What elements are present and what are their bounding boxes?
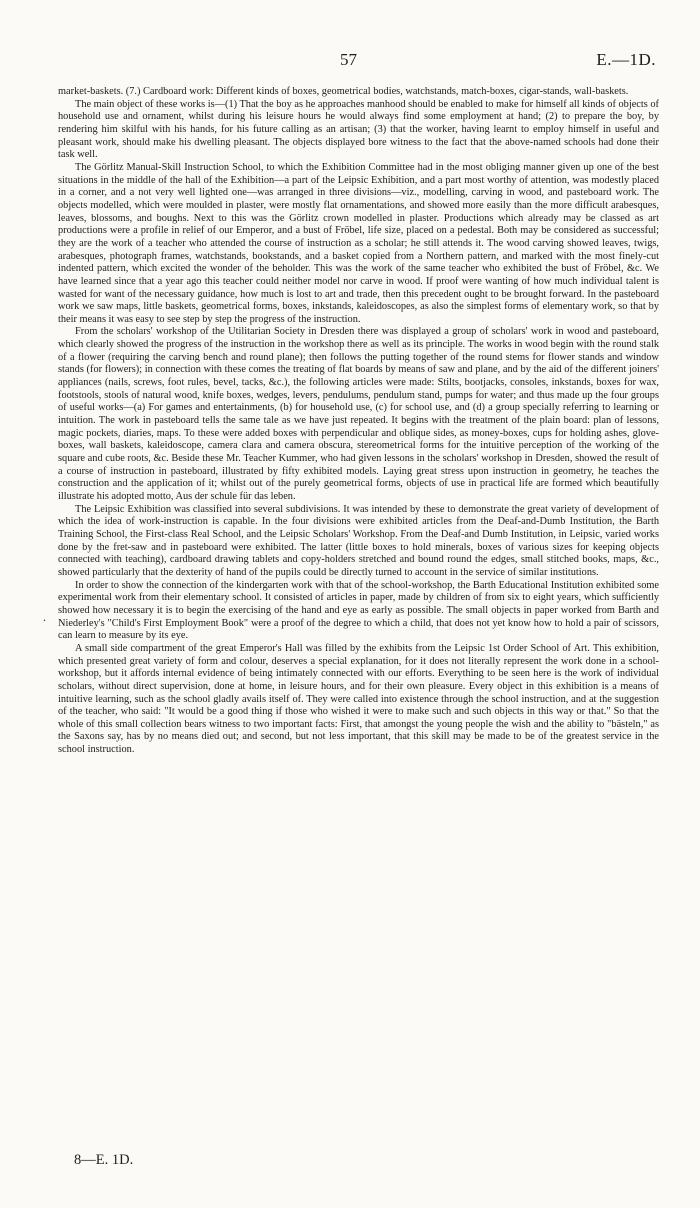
paragraph: In order to show the connection of the kindergarten work with that of the school-workshop, the Barth Educational Institution exhibited some experimental work from their elementary school. It consisted of articles in paper, made by children of from six to eight years, which sufficiently showed how necessary it is to begin the exercising of the hand and eye as early as possible. The small objects in paper worked from Barth and Niederley's "Child's First Employment Book" were a proof of the degree to which a child, that does not yet know how to hold a pair of scissors, can learn to measure by its eye. [58, 579, 659, 642]
paragraph: From the scholars' workshop of the Utilitarian Society in Dresden there was displayed a group of scholars' work in wood and pasteboard, which clearly showed the progress of the instruction in the workshop there as well as its principle. The works in wood begin with the round stalk of a flower (requiring the carving bench and round plane); then follows the putting together of the round stems for flower stands and window stands (for flowers); in connection with these comes the treating of flat boards by means of saw and plane, and by the aid of the different joiners' appliances (nails, screws, foot rules, bevel, tacks, &c.), the following articles were made: Stilts, bootjacks, consoles, inkstands, boxes for wax, footstools, stools of natural wood, knife boxes, wedges, levers, pendulums, pendulum stand, pumps for water; and thus made up the four groups of useful works—(a) For games and entertainments, (b) for household use, (c) for school use, and (d) a group specially referring to learning or intuition. The work in pasteboard tells the same tale as we have just repeated. It begins with the treatment of the plain board: plan of lessons, magic pockets, diaries, maps. To these were added boxes with perpendicular and oblique sides, as money-boxes, cups for holding ashes, glove-boxes, wall baskets, kaleidoscope, camera clara and camera obscura, stereometrical forms for the intuitive perception of the working of the square and cube roots, &c. Beside these Mr. Teacher Kummer, who had given lessons in the scholars' workshop in Dresden, showed the result of a course of instruction in pasteboard, illustrated by fifty exhibited models. Laying great stress upon instruction in geometry, he teaches the construction and the application of it; whilst out of the purely geometrical forms, objects of use in practical life are formed which beautifully illustrate his adopted motto, Aus der schule für das leben. [58, 326, 659, 502]
paragraph: market-baskets. (7.) Cardboard work: Different kinds of boxes, geometrical bodies, watchstands, match-boxes, cigar-stands, wall-baskets. [58, 86, 629, 97]
margin-mark: . [43, 610, 46, 624]
paragraph: The Leipsic Exhibition was classified into several subdivisions. It was intended by these to demonstrate the great variety of development of which the idea of work-instruction is capable. In the four divisions were exhibited articles from the Deaf-and-Dumb Institution, the Barth Training School, the First-class Real School, and the Leipsic Scholars' Workshop. From the Deaf-and Dumb Institution, in Leipsic, varied works done by the fret-saw and in pasteboard were exhibited. The latter (little boxes to hold minerals, boxes of various sizes for keeping objects connected with teaching), cardboard drawing tablets and copy-holders stretched and bound round the edges, small stitched books, maps, &c., showed particularly that the dexterity of hand of the pupils could be directly turned to account in the service of similar institutions. [58, 503, 659, 578]
paragraph: The main object of these works is—(1) That the boy as he approaches manhood should be enabled to make for himself all kinds of objects of household use and ornament, whilst during his leisure hours he would always find some employment at hand; (2) to prepare the boy, by rendering him skilful with his hands, for his future calling as an artisan; (3) that the worker, having learnt to employ himself in useful and pleasant work, should make his dwelling pleasant. The objects displayed bore witness to the fact that the above-named schools had done their task well. [58, 98, 659, 161]
sheet-signature: 8—E. 1D. [74, 1152, 134, 1168]
paragraph: A small side compartment of the great Emperor's Hall was filled by the exhibits from the Leipsic 1st Order School of Art. This exhibition, which presented great variety of form and colour, deserves a special explanation, for it does not literally represent the work done in a school-workshop, but it affords internal evidence of being intimately connected with our efforts. Everything to be seen here is the work of individual scholars, without direct supervision, done at home, in leisure hours, and for their own pleasure. Every object in this exhibition is a means of intuitive learning, such as the school gladly avails itself of. They were called into existence through the school instruction, and at the suggestion of the teacher, who said: "It would be a good thing if those who wished it were to make such and such objects in this way or that." So that the whole of this small collection bears witness to two important facts: First, that amongst the young people the wish and the ability to "bästeln," as the Saxons say, has by no means died out; and second, but not less important, that this skill may be made to be of the greatest service in the school instruction. [58, 642, 659, 756]
page-header [0, 50, 700, 74]
document-reference: E.—1D. [596, 50, 656, 69]
page-number: 57 [340, 50, 357, 69]
body-text [58, 86, 659, 757]
paragraph: The Görlitz Manual-Skill Instruction School, to which the Exhibition Committee had in the most obliging manner given up one of the best situations in the middle of the hall of the Exhibition—a part of the Leipsic Exhibition, and a part most worthy of attention, was modestly placed in a corner, and a not very well lighted one—was arranged in three divisions—viz., modelling, carving in wood, and pasteboard work. The objects modelled, which were moulded in plaster, were mostly flat ornamentations, and showed more easily than the more difficult arabesques, leaves, blossoms, and boughs. Next to this was the Görlitz crown modelled in plaster. Productions which already may be classed as art productions were a profile in relief of our Emperor, and a bust of Fröbel, life size, placed on a pedestal. Both may be considered as successful; they are the work of a teacher who attended the course of instruction as a scholar; he still attends it. The wood carving showed leaves, twigs, arabesques, photograph frames, watchstands, bookstands, and a basket copied from a Northern pattern, and marked with the most finely-cut indented pattern, which excited the wonder of the beholder. This was the work of the same teacher who exhibited the bust of Fröbel, &c. We have learned since that a year ago this teacher could neither model nor carve in wood. If proof were wanting of how much individual talent is wasted for want of the necessary guidance, how much is lost to art and trade, then this precedent ought to be brought forward. In the pasteboard work we saw maps, little baskets, geometrical forms, boxes, inkstands, kaleidoscopes, as also the simplest forms of elementary work, so that by their means it was easy to see step by step the progress of the instruction. [58, 161, 659, 325]
